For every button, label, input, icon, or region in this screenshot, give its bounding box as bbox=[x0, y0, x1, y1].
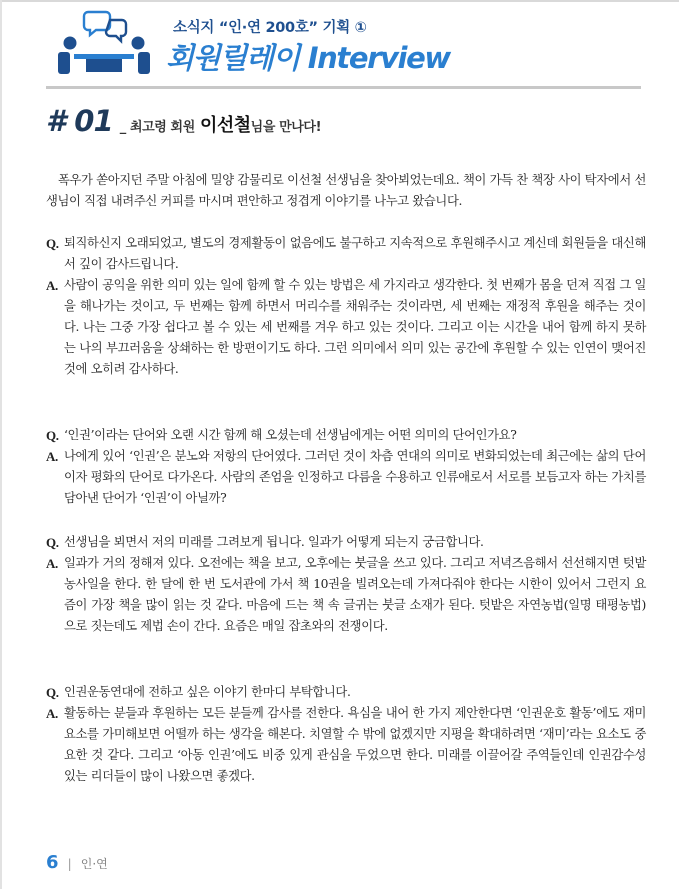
publication-name: 인·연 bbox=[80, 857, 108, 871]
qa-block-3 bbox=[46, 532, 646, 637]
question-text: 퇴직하신지 오래되었고, 별도의 경제활동이 없음에도 불구하고 지속적으로 후원해주시고 계신데 회원들을 대신해서 깊이 감사드립니다. bbox=[64, 236, 646, 271]
question-text: 인권운동연대에 전하고 싶은 이야기 한마디 부탁합니다. bbox=[64, 685, 351, 699]
section-title: 회원릴레이 Interview bbox=[166, 41, 450, 75]
answer-text: 나에게 있어 ‘인권’은 분노와 저항의 단어였다. 그러던 것이 차츰 연대의 의미로 변화되었는데 최근에는 삶의 단어이자 평화의 단어로 다가온다. 사람의 존엄을 인정하고 다름을 수용하고 인류애로서 서로를 보듬고자 하는 가치를 담아낸 단어가 ‘인권’이 아닐까? bbox=[64, 449, 646, 505]
question bbox=[46, 425, 646, 446]
intro-paragraph: 폭우가 쏟아지던 주말 아침에 밀양 감물리로 이선철 선생님을 찾아뵈었는데요. 책이 가득 찬 책장 사이 탁자에서 선생님이 직접 내려주신 커피를 마시며 편안하고 정겹게 이야기를 나누고 왔습니다. bbox=[46, 173, 646, 208]
answer bbox=[46, 446, 646, 509]
episode-number: # 01 bbox=[46, 104, 113, 138]
answer bbox=[46, 275, 646, 380]
answer-label: A. bbox=[46, 706, 58, 721]
question bbox=[46, 532, 646, 553]
page-number: 6 bbox=[46, 852, 59, 873]
series-kicker: 소식지 “인·연 200호” 기획 ① bbox=[173, 20, 367, 36]
question-label: Q. bbox=[46, 236, 59, 251]
page-left-border bbox=[0, 0, 2, 889]
question-label: Q. bbox=[46, 428, 59, 443]
answer-text: 일과가 거의 정해져 있다. 오전에는 책을 보고, 오후에는 붓글을 쓰고 있다. 그리고 저녁즈음해서 선선해지면 텃밭 농사일을 한다. 한 달에 한 번 도서관에 가서 책 10권을 빌려오는데 가져다줘야 한다는 시한이 있어서 그런지 요즘이 가장 책을 많이 읽는 것 같다. 마음에 드는 책 속 글귀는 붓글 소재가 된다. 텃밭은 자연농법(일명 태평농법)으로 짓는데도 제법 손이 간다. 요즘은 매일 잡초와의 전쟁이다. bbox=[64, 556, 646, 633]
meeting-logo-icon bbox=[54, 10, 154, 76]
answer bbox=[46, 703, 646, 787]
episode-subtitle: _ 최고령 회원 bbox=[119, 120, 195, 135]
question-label: Q. bbox=[46, 535, 59, 550]
page-footer bbox=[46, 852, 108, 873]
answer-label: A. bbox=[46, 449, 58, 464]
answer bbox=[46, 553, 646, 637]
answer-label: A. bbox=[46, 278, 58, 293]
question-text: 선생님을 뵈면서 저의 미래를 그려보게 됩니다. 일과가 어떻게 되는지 궁금합니다. bbox=[64, 535, 484, 549]
episode-heading bbox=[46, 104, 321, 138]
episode-tail: 님을 만나다! bbox=[250, 120, 322, 135]
page-top-border bbox=[0, 0, 679, 2]
qa-block-4 bbox=[46, 682, 646, 787]
question-text: ‘인권’이라는 단어와 오랜 시간 함께 해 오셨는데 선생님에게는 어떤 의미의 단어인가요? bbox=[64, 428, 517, 442]
question bbox=[46, 682, 646, 703]
qa-block-2 bbox=[46, 425, 646, 509]
answer-text: 활동하는 분들과 후원하는 모든 분들께 감사를 전한다. 욕심을 내어 한 가지 제안한다면 ‘인권운호 활동’에도 재미 요소를 가미해보면 어떨까 하는 생각을 해본다. 치열할 수 밖에 없겠지만 지평을 확대하려면 ‘재미’라는 요소도 중요한 것 같다. 그리고 ‘아동 인권’에도 비중 있게 관심을 두었으면 한다. 미래를 이끌어갈 주역들인데 인권감수성 있는 리더들이 많이 나왔으면 좋겠다. bbox=[64, 706, 646, 783]
interviewee-name: 이선철 bbox=[199, 115, 251, 136]
question-label: Q. bbox=[46, 685, 59, 700]
footer-separator: | bbox=[67, 857, 72, 871]
qa-block-1 bbox=[46, 233, 646, 380]
header-divider bbox=[46, 86, 641, 89]
question bbox=[46, 233, 646, 275]
answer-label: A. bbox=[46, 556, 58, 571]
answer-text: 사람이 공익을 위한 의미 있는 일에 함께 할 수 있는 방법은 세 가지라고 생각한다. 첫 번째가 몸을 던져 직접 그 일을 해나가는 것이고, 두 번째는 함께 하면서 머리수를 채워주는 것이라면, 세 번째는 재정적 후원을 해주는 것이다. 나는 그중 가장 쉽다고 볼 수 있는 세 번째를 겨우 하고 있는 것이다. 그리고 이는 시간을 내어 함께 하지 못하는 나의 부끄러움을 상쇄하는 한 방편이기도 하다. 그런 의미에서 의미 있는 공간에 후원할 수 있는 인연이 맺어진 것에 오히려 감사하다. bbox=[64, 278, 647, 376]
